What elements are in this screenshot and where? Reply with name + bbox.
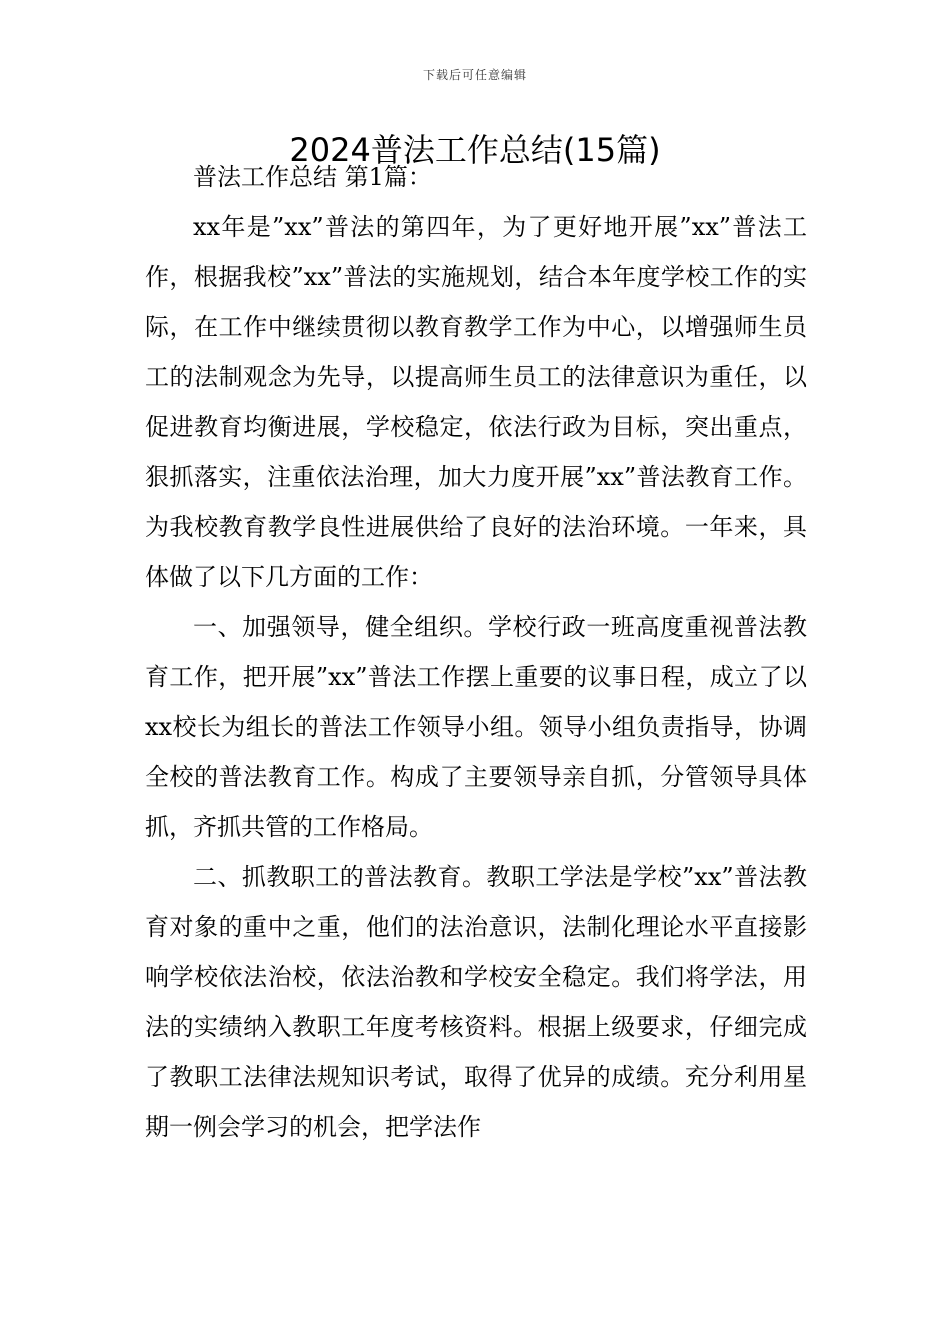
section-heading: 普法工作总结 第1篇： <box>193 163 432 191</box>
paragraph-leadership: 一、加强领导，健全组织。学校行政一班高度重视普法教育工作，把开展”xx”普法工作摆上重要的议事日程，成立了以xx校长为组长的普法工作领导小组。领导小组负责指导，协调全校的普法教育工作。构成了主要领导亲自抓，分管领导具体抓，齐抓共管的工作格局。 <box>145 613 807 841</box>
header-note: 下载后可任意编辑 <box>422 68 527 82</box>
document-title: 2024普法工作总结(15篇) <box>289 131 661 169</box>
paragraph-staff-education: 二、抓教职工的普法教育。教职工学法是学校”xx”普法教育对象的重中之重，他们的法治意识，法制化理论水平直接影响学校依法治校，依法治教和学校安全稳定。我们将学法，用法的实绩纳入教职工年度考核资料。根据上级要求，仔细完成了教职工法律法规知识考试，取得了优异的成绩。充分利用星期一例会学习的机会，把学法作 <box>145 863 807 1141</box>
document-body <box>145 152 807 1152</box>
paragraph-intro: xx年是”xx”普法的第四年，为了更好地开展”xx”普法工作，根据我校”xx”普法的实施规划，结合本年度学校工作的实际，在工作中继续贯彻以教育教学工作为中心，以增强师生员工的法制观念为先导，以提高师生员工的法律意识为重任，以促进教育均衡进展，学校稳定，依法行政为目标，突出重点，狠抓落实，注重依法治理，加大力度开展”xx”普法教育工作。为我校教育教学良性进展供给了良好的法治环境。一年来，具体做了以下几方面的工作： <box>145 213 807 591</box>
